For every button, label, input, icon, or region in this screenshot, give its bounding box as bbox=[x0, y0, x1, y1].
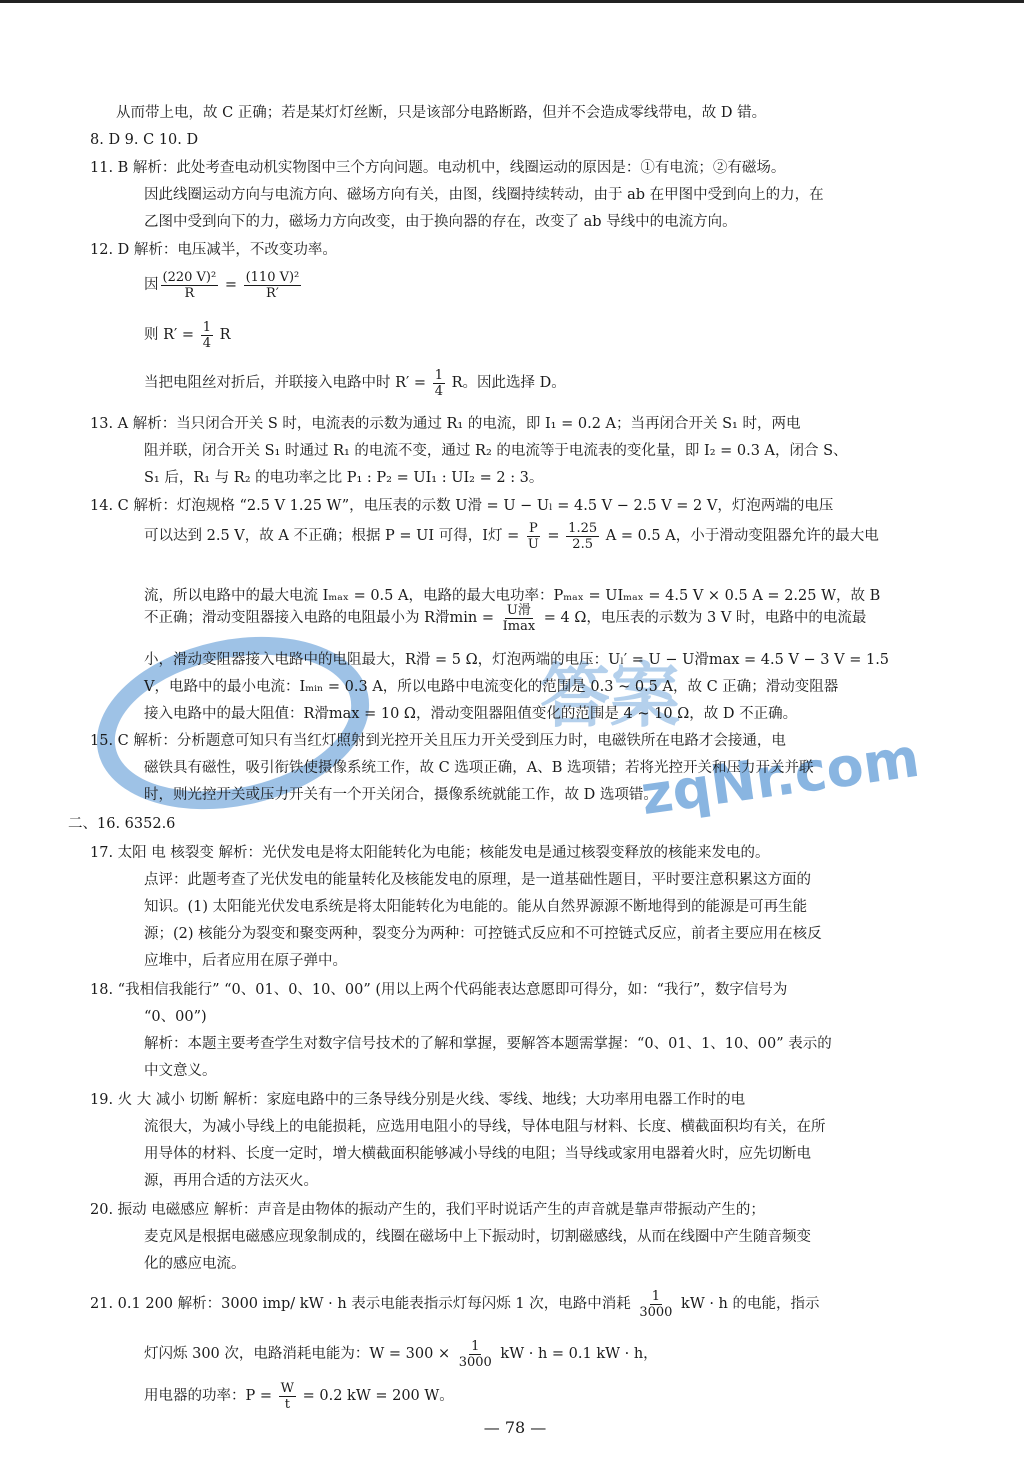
text-line: 流，所以电路中的最大电流 Iₘₐₓ = 0.5 A，电路的最大电功率：Pₘₐₓ = UIₘₐₓ = 4.5 V × 0.5 A = 2.25 W，故 B bbox=[144, 588, 881, 604]
text-line: 时，则光控开关或压力开关有一个开关闭合，摄像系统就能工作，故 D 选项错。 bbox=[144, 787, 658, 803]
text-line: 源；(2) 核能分为裂变和聚变两种，裂变分为两种：可控链式反应和不可控链式反应，前者主要应用在核反 bbox=[144, 926, 822, 942]
q14-line-4: 不正确；滑动变阻器接入电路的电阻最小为 R滑min = $\frac{\text{U滑}}{Imax}$ = 4 Ω，电压表的示数为 3 V 时，电路中的电流最 bbox=[144, 602, 867, 634]
text-line: 用导体的材料、长度一定时，增大横截面积能够减小导线的电阻；当导线或家用电器着火时，应先切断电 bbox=[144, 1146, 811, 1162]
text-line: “0、00”) bbox=[144, 1009, 207, 1025]
text-line: 点评：此题考查了光伏发电的能量转化及核能发电的原理，是一道基础性题目，平时要注意积累这方面的 bbox=[144, 872, 811, 888]
text-line: 11. B 解析：此处考查电动机实物图中三个方向问题。电动机中，线圈运动的原因是：①有电流；②有磁场。 bbox=[90, 160, 786, 176]
text-line: 知识。(1) 太阳能光伏发电系统是将太阳能转化为电能的。能从自然界源源不断地得到的能源是可再生能 bbox=[144, 899, 808, 915]
top-rule bbox=[0, 0, 1024, 3]
text-line: 接入电路中的最大阻值：R滑max = 10 Ω，滑动变阻器阻值变化的范围是 4 ~ 10 Ω，故 D 不正确。 bbox=[144, 706, 798, 722]
text-line: 17. 太阳 电 核裂变 解析：光伏发电是将太阳能转化为电能；核能发电是通过核裂变释放的核能来发电的。 bbox=[90, 845, 770, 861]
text-line: 解析：本题主要考查学生对数字信号技术的了解和掌握，要解答本题需掌握：“0、01、1、10、00” 表示的 bbox=[144, 1036, 832, 1052]
q12-fold: 当把电阻丝对折后，并联接入电路中时 R′ = $\frac{1}{4}$ R。因此选择 D。 bbox=[144, 367, 566, 399]
q12-equation: 因 $\frac{\text{(220 V)²}}{R}$ = $\frac{\text{(110 V)²}}{R'}$ bbox=[144, 269, 300, 301]
q12-result: 则 R′ = $\frac{1}{4}$ R bbox=[144, 319, 231, 351]
text-line: 小，滑动变阻器接入电路中的电阻最大，R滑 = 5 Ω，灯泡两端的电压：Uₗ′ = U − U滑max = 4.5 V − 3 V = 1.5 bbox=[144, 652, 890, 668]
text-line: 二、16. 6352.6 bbox=[68, 816, 176, 832]
text-line: 流很大，为减小导线上的电能损耗，应选用电阻小的导线，导体电阻与材料、长度、横截面积均有关，在所 bbox=[144, 1119, 826, 1135]
text-line: 乙图中受到向下的力，磁场力方向改变，由于换向器的存在，改变了 ab 导线中的电流方向。 bbox=[144, 214, 737, 230]
q21-line-2: 灯闪烁 300 次，电路消耗电能为：W = 300 × $\frac{1}{3000}$ kW · h = 0.1 kW · h， bbox=[144, 1338, 658, 1370]
watermark-badge: 答案 bbox=[540, 655, 680, 737]
text-line: 12. D 解析：电压减半，不改变功率。 bbox=[90, 242, 337, 258]
text-line: 19. 火 大 减小 切断 解析：家庭电路中的三条导线分别是火线、零线、地线；大功率用电器工作时的电 bbox=[90, 1092, 746, 1108]
text-line: 13. A 解析：当只闭合开关 S 时，电流表的示数为通过 R₁ 的电流，即 I₁ = 0.2 A；当再闭合开关 S₁ 时，两电 bbox=[90, 416, 801, 432]
q14-line-2: 可以达到 2.5 V，故 A 不正确；根据 P = UI 可得，I灯 = $\frac{P}{U}$ = $\frac{1.25}{2.5}$ A = 0.5 A，小于滑动变阻器允许的最大电 bbox=[144, 520, 879, 552]
text-line: 从而带上电，故 C 正确；若是某灯灯丝断，只是该部分电路断路，但并不会造成零线带电，故 D 错。 bbox=[116, 105, 767, 121]
watermark-brand: zqNr.com bbox=[636, 725, 924, 828]
text-line: 中文意义。 bbox=[144, 1063, 217, 1079]
text-line: 8. D 9. C 10. D bbox=[90, 132, 199, 148]
text-line: 20. 振动 电磁感应 解析：声音是由物体的振动产生的，我们平时说话产生的声音就是靠声带振动产生的； bbox=[90, 1202, 765, 1218]
text-line: 磁铁具有磁性，吸引衔铁使摄像系统工作，故 C 选项正确，A、B 选项错；若将光控开关和压力开关并联 bbox=[144, 760, 814, 776]
text-line: 化的感应电流。 bbox=[144, 1256, 246, 1272]
text-line: 因此线圈运动方向与电流方向、磁场方向有关，由图，线圈持续转动，由于 ab 在甲图中受到向上的力，在 bbox=[144, 187, 824, 203]
text-line: 源，再用合适的方法灭火。 bbox=[144, 1173, 318, 1189]
text-line: 15. C 解析：分析题意可知只有当红灯照射到光控开关且压力开关受到压力时，电磁铁所在电路才会接通，电 bbox=[90, 733, 786, 749]
text-line: V，电路中的最小电流：Iₘᵢₙ = 0.3 A，所以电路中电流变化的范围是 0.3 ~ 0.5 A，故 C 正确；滑动变阻器 bbox=[144, 679, 839, 695]
q21-line-1: 21. 0.1 200 解析：3000 imp/ kW · h 表示电能表指示灯每闪烁 1 次，电路中消耗 $\frac{1}{3000}$ kW · h 的电能，指示 bbox=[90, 1288, 820, 1320]
page-number: — 78 — bbox=[483, 1418, 547, 1437]
text-line: 14. C 解析：灯泡规格 “2.5 V 1.25 W”，电压表的示数 U滑 = U − Uₗ = 4.5 V − 2.5 V = 2 V，灯泡两端的电压 bbox=[90, 498, 834, 514]
q21-line-3: 用电器的功率：P = $\frac{W}{t}$ = 0.2 kW = 200 W。 bbox=[144, 1380, 454, 1412]
text-line: 应堆中，后者应用在原子弹中。 bbox=[144, 953, 347, 969]
text-line: S₁ 后，R₁ 与 R₂ 的电功率之比 P₁ : P₂ = UI₁ : UI₂ = 2 : 3。 bbox=[144, 470, 544, 486]
text-line: 麦克风是根据电磁感应现象制成的，线圈在磁场中上下振动时，切割磁感线，从而在线圈中产生随音频变 bbox=[144, 1229, 811, 1245]
text-line: 阻并联，闭合开关 S₁ 时通过 R₁ 的电流不变，通过 R₂ 的电流等于电流表的变化量，即 I₂ = 0.3 A，闭合 S、 bbox=[144, 443, 848, 459]
text-line: 18. “我相信我能行” “0、01、0、10、00” (用以上两个代码能表达意愿即可得分，如：“我行”，数字信号为 bbox=[90, 982, 788, 998]
